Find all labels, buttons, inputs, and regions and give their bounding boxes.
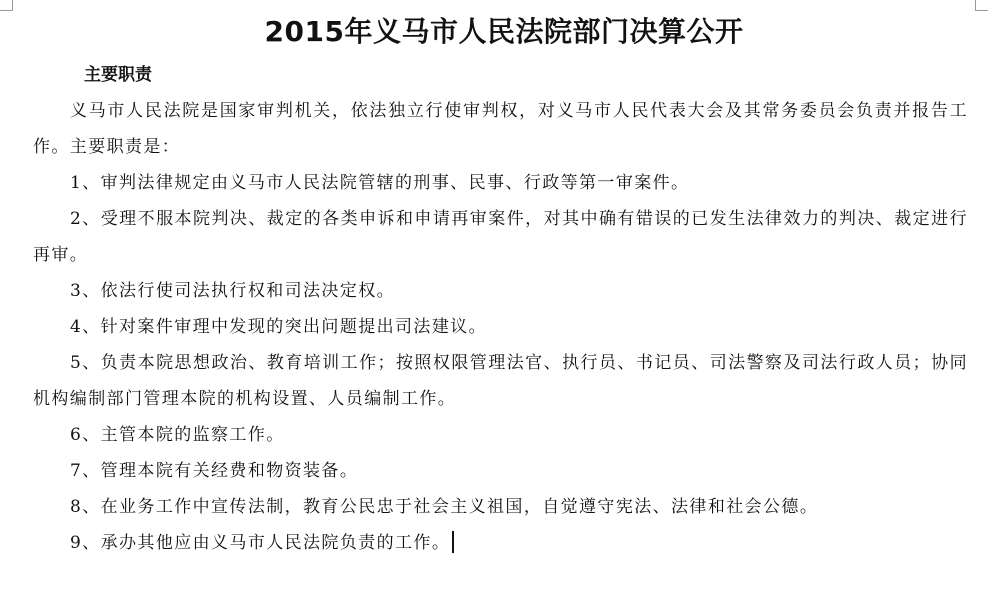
paragraph-item-8[interactable]: 8、在业务工作中宣传法制，教育公民忠于社会主义祖国，自觉遵守宪法、法律和社会公德。 [70,497,819,517]
paragraph-item-4[interactable]: 4、针对案件审理中发现的突出问题提出司法建议。 [70,317,488,337]
paragraph-item-6[interactable]: 6、主管本院的监察工作。 [70,425,285,445]
paragraph-item-1[interactable]: 1、审判法律规定由义马市人民法院管辖的刑事、民事、行政等第一审案件。 [70,173,690,193]
crop-mark-top-right [975,0,988,11]
paragraph-item-9-text: 9、承办其他应由义马市人民法院负责的工作。 [70,533,451,553]
document-title[interactable]: 2015年义马市人民法院部门决算公开 [264,15,744,48]
text-cursor [452,531,454,553]
document-body[interactable] [33,93,968,561]
paragraph-item-2[interactable]: 2、受理不服本院判决、裁定的各类申诉和申请再审案件，对其中确有错误的已发生法律效力的判决、裁定进行再审。 [33,209,968,265]
paragraph-item-5[interactable]: 5、负责本院思想政治、教育培训工作；按照权限管理法官、执行员、书记员、司法警察及司法行政人员；协同机构编制部门管理本院的机构设置、人员编制工作。 [33,353,968,409]
paragraph-item-7[interactable]: 7、管理本院有关经费和物资装备。 [70,461,359,481]
paragraph-item-9[interactable] [33,525,968,561]
paragraph-item-3[interactable]: 3、依法行使司法执行权和司法决定权。 [70,281,396,301]
crop-mark-top-left [0,0,13,11]
section-heading[interactable]: 主要职责 [84,65,152,85]
paragraph-intro[interactable]: 义马市人民法院是国家审判机关，依法独立行使审判权，对义马市人民代表大会及其常务委员会负责并报告工作。主要职责是： [33,101,968,157]
